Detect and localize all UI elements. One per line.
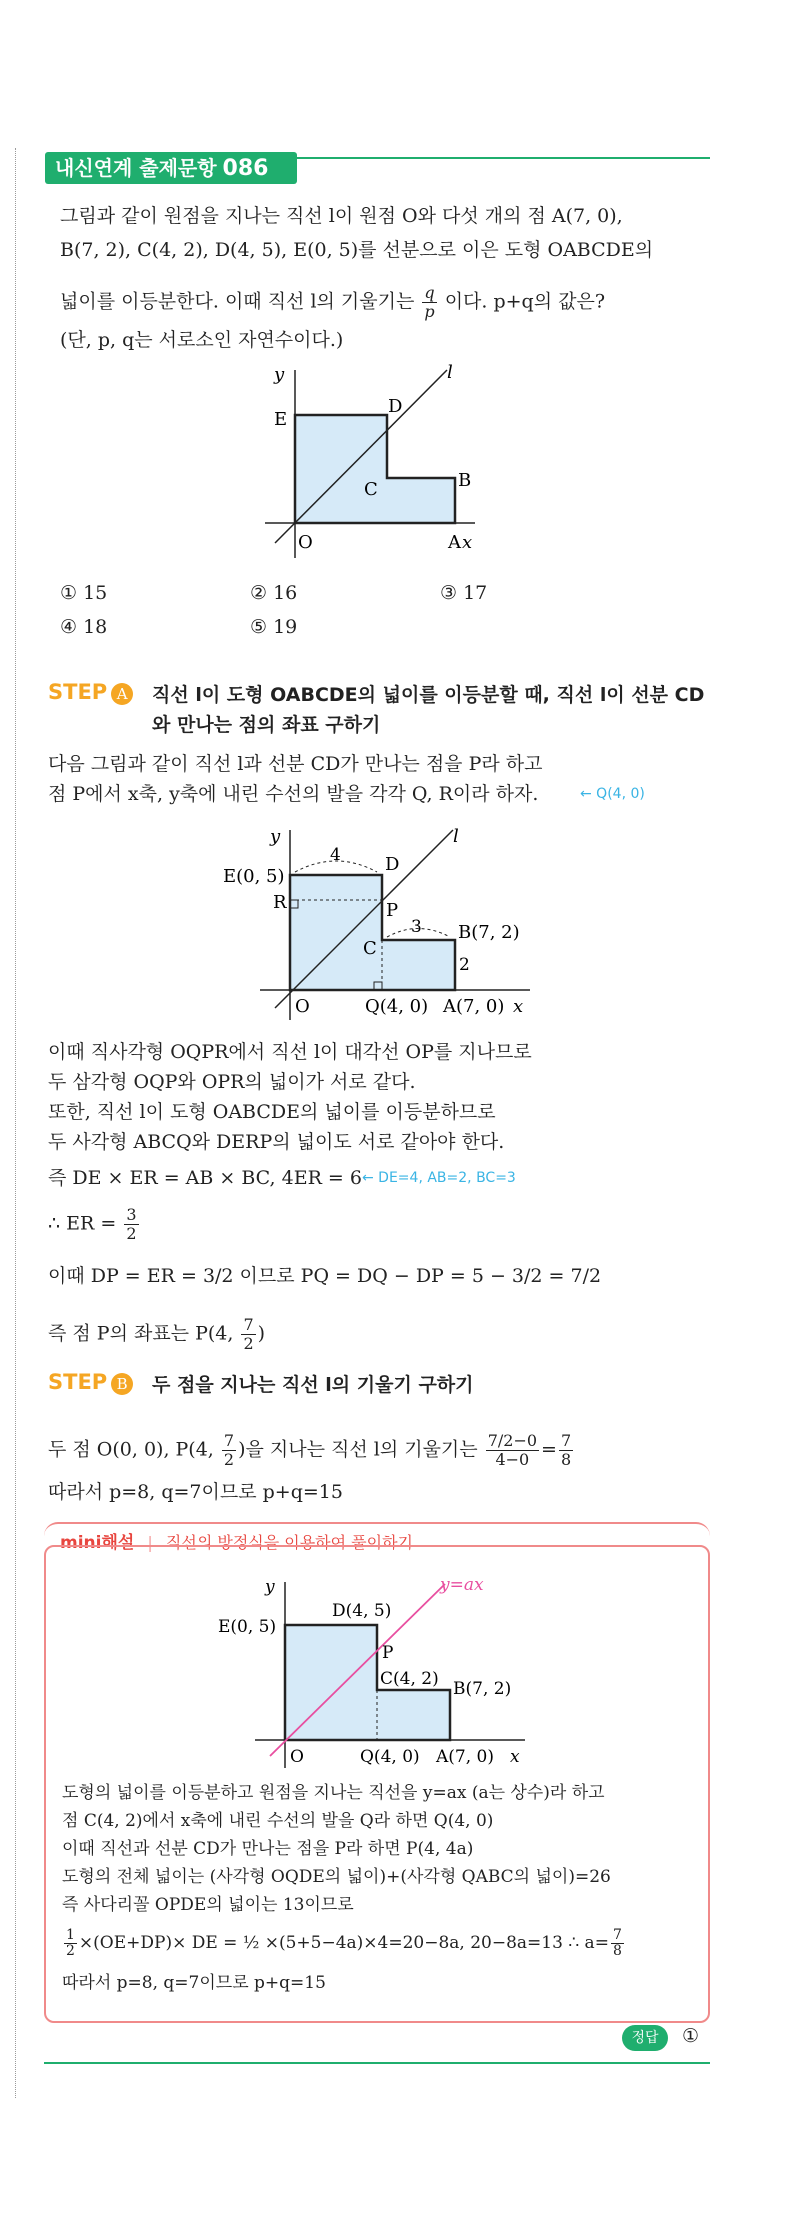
mini-label-y: y	[265, 1577, 275, 1597]
problem-badge	[45, 152, 297, 184]
fig2-label-l: l	[453, 826, 459, 847]
step-a-body-7: 이때 DP = ER = 3/2 이므로 PQ = DQ − DP = 5 − 3/2 = 7/2	[48, 1265, 602, 1287]
slope-calc-den: 4−0	[495, 1450, 530, 1469]
mini-subtitle: 직선의 방정식을 이용하여 풀이하기	[165, 1533, 414, 1552]
step-b-line-1	[48, 1432, 575, 1469]
slope-answer-num: 7	[560, 1431, 572, 1450]
slope-calc-num: 7/2−0	[487, 1431, 538, 1450]
fig2-label-x: x	[513, 996, 524, 1017]
er-fraction	[124, 1206, 138, 1243]
step-b-tag	[48, 1370, 133, 1395]
badge-label: 내신연계 출제문항	[55, 156, 217, 180]
slope-answer-den: 8	[560, 1450, 572, 1469]
problem-line-2: B(7, 2), C(4, 2), D(4, 5), E(0, 5)를 선분으로 이은 도형 OABCDE의	[60, 239, 654, 261]
problem-line-1: 그림과 같이 원점을 지나는 직선 l이 원점 O와 다섯 개의 점 A(7, 0),	[60, 205, 623, 227]
p-y-den: 2	[243, 1334, 254, 1353]
fig2-label-3: 3	[411, 917, 422, 937]
choice-3[interactable]: ③ 17	[440, 582, 488, 604]
step-b-py-num: 7	[223, 1431, 235, 1450]
mini-title: mini해설	[60, 1533, 135, 1553]
fig2-label-4: 4	[330, 845, 341, 865]
slope-calc-fraction	[486, 1432, 539, 1469]
step-a-label: STEP	[48, 680, 108, 704]
header-rule	[290, 157, 710, 159]
mini-label-C: C(4, 2)	[380, 1669, 439, 1689]
mini-label-yax: y=ax	[440, 1575, 484, 1595]
mini-line-2: 점 C(4, 2)에서 x축에 내린 수선의 발을 Q라 하면 Q(4, 0)	[62, 1811, 494, 1831]
step-a-body-5-pre: 즉	[48, 1167, 67, 1189]
choice-1[interactable]: ① 15	[60, 582, 108, 604]
step-b-line-2: 따라서 p=8, q=7이므로 p+q=15	[48, 1481, 343, 1503]
er-num: 3	[126, 1205, 137, 1224]
mini-line-4: 도형의 전체 넓이는 (사각형 OQDE의 넓이)+(사각형 QABC의 넓이)=26	[62, 1867, 611, 1887]
mini-figure	[210, 1570, 540, 1770]
fig2-label-O: O	[295, 996, 310, 1017]
mini-label-O: O	[290, 1747, 304, 1767]
paren-close: )	[257, 1322, 266, 1345]
step-a-text-1: 다음 그림과 같이 직선 l과 선분 CD가 만나는 점을 P라 하고	[48, 753, 543, 775]
step-a-body-6-pre: ∴ ER =	[48, 1212, 117, 1235]
fig1-label-A: A	[448, 532, 461, 553]
mini-label-B: B(7, 2)	[453, 1679, 512, 1699]
mini-label-x: x	[510, 1747, 520, 1767]
step-a-title-1: 직선 l이 도형 OABCDE의 넓이를 이등분할 때, 직선 l이 선분 CD	[152, 684, 705, 706]
fig2-label-y: y	[270, 826, 281, 847]
mini-label-P: P	[382, 1643, 394, 1663]
fig2-label-2: 2	[459, 955, 470, 975]
slope-num: q	[424, 283, 435, 302]
fig1-label-l: l	[447, 362, 453, 383]
answer-badge: 정답	[622, 2025, 668, 2051]
fig1-shape	[295, 415, 455, 523]
step-a-note-lengths: ← DE=4, AB=2, BC=3	[362, 1170, 516, 1186]
figure-2	[215, 820, 545, 1025]
mini-label-A: A(7, 0)	[436, 1747, 494, 1767]
fig2-label-Q: Q(4, 0)	[365, 996, 429, 1017]
mini-label-Q: Q(4, 0)	[360, 1747, 420, 1767]
step-a-body-4: 두 사각형 ABCQ와 DERP의 넓이도 서로 같아야 한다.	[48, 1131, 505, 1153]
step-a-title-2: 와 만나는 점의 좌표 구하기	[152, 714, 381, 736]
fig1-label-E: E	[274, 409, 288, 430]
problem-line-3	[60, 284, 605, 321]
step-a-body-5-eq: DE × ER = AB × BC, 4ER = 6	[72, 1167, 362, 1189]
fig1-label-O: O	[298, 532, 313, 553]
step-a-body-6	[48, 1206, 141, 1243]
mini-line-6-body: ×(OE+DP)× DE = ½ ×(5+5−4a)×4=20−8a, 20−8a=13 ∴ a=	[78, 1933, 609, 1953]
problem-line-3-pre: 넓이를 이등분한다. 이때 직선 l의 기울기는	[60, 290, 415, 313]
p-y-num: 7	[243, 1315, 254, 1334]
mini-divider: |	[147, 1533, 153, 1552]
answer-value: ①	[682, 2025, 700, 2047]
mini-line-3: 이때 직선과 선분 CD가 만나는 점을 P라 하면 P(4, 4a)	[62, 1839, 474, 1859]
step-a-body-5	[48, 1164, 362, 1192]
badge-number: 086	[222, 156, 269, 181]
step-a-letter: A	[111, 683, 133, 705]
fig1-label-y: y	[274, 364, 285, 385]
er-den: 2	[126, 1224, 137, 1243]
fig1-label-x: x	[462, 532, 473, 553]
step-b-label: STEP	[48, 1370, 108, 1394]
step-b-eq: =	[541, 1438, 557, 1461]
step-b-py-fraction	[222, 1432, 236, 1469]
problem-line-3-post: 이다. p+q의 값은?	[444, 290, 606, 313]
step-a-note-q: ← Q(4, 0)	[580, 786, 645, 802]
a-fraction	[611, 1928, 624, 1959]
step-a-tag	[48, 680, 133, 705]
mini-line-7: 따라서 p=8, q=7이므로 p+q=15	[62, 1973, 326, 1993]
a-num: 7	[612, 1927, 622, 1943]
slope-den: p	[424, 302, 435, 321]
step-a-body-8	[48, 1316, 265, 1353]
problem-condition: (단, p, q는 서로소인 자연수이다.)	[60, 329, 344, 351]
fig2-label-B: B(7, 2)	[458, 922, 520, 943]
step-b-title: 두 점을 지나는 직선 l의 기울기 구하기	[152, 1374, 474, 1396]
fig2-label-R: R	[273, 892, 287, 913]
slope-answer-fraction	[559, 1432, 573, 1469]
fig2-shape	[290, 875, 455, 990]
fig2-label-A: A(7, 0)	[443, 996, 505, 1017]
p-y-fraction	[241, 1316, 255, 1353]
footer-rule	[44, 2062, 710, 2064]
step-b-py-den: 2	[223, 1450, 235, 1469]
step-a-text-2: 점 P에서 x축, y축에 내린 수선의 발을 각각 Q, R이라 하자.	[48, 783, 539, 805]
a-den: 8	[612, 1943, 622, 1959]
fig1-label-D: D	[388, 396, 403, 417]
step-a-body-1: 이때 직사각형 OQPR에서 직선 l이 대각선 OP를 지나므로	[48, 1041, 532, 1063]
mini-label-D: D(4, 5)	[332, 1601, 392, 1621]
slope-fraction	[422, 284, 436, 321]
choice-5[interactable]: ⑤ 19	[250, 616, 298, 638]
mini-line-6	[62, 1928, 626, 1959]
step-a-body-2: 두 삼각형 OQP와 OPR의 넓이가 서로 같다.	[48, 1071, 416, 1093]
half-den: 2	[66, 1943, 75, 1959]
step-b-letter: B	[111, 1373, 133, 1395]
mini-line-1: 도형의 넓이를 이등분하고 원점을 지나는 직선을 y=ax (a는 상수)라 하고	[62, 1783, 605, 1803]
step-b-line-1-pre: 두 점 O(0, 0), P(4,	[48, 1438, 214, 1461]
step-b-line-1-mid: )을 지나는 직선 l의 기울기는	[238, 1438, 478, 1461]
step-a-body-3: 또한, 직선 l이 도형 OABCDE의 넓이를 이등분하므로	[48, 1101, 496, 1123]
fig1-label-B: B	[458, 470, 472, 491]
choice-4[interactable]: ④ 18	[60, 616, 108, 638]
figure-1	[250, 358, 480, 568]
mini-label-E: E(0, 5)	[218, 1617, 277, 1637]
fig2-label-P: P	[386, 900, 399, 921]
half-num: 1	[66, 1927, 75, 1943]
fig2-label-D: D	[385, 854, 400, 875]
choice-2[interactable]: ② 16	[250, 582, 298, 604]
fig2-label-E: E(0, 5)	[223, 866, 285, 887]
half-fraction	[64, 1928, 77, 1959]
step-a-body-8-pre: 즉 점 P의 좌표는 P(4,	[48, 1322, 234, 1345]
margin-dotted-line	[15, 148, 16, 2098]
fig1-label-C: C	[364, 479, 378, 500]
fig2-label-C: C	[363, 938, 377, 959]
mini-line-5: 즉 사다리꼴 OPDE의 넓이는 13이므로	[62, 1895, 354, 1915]
